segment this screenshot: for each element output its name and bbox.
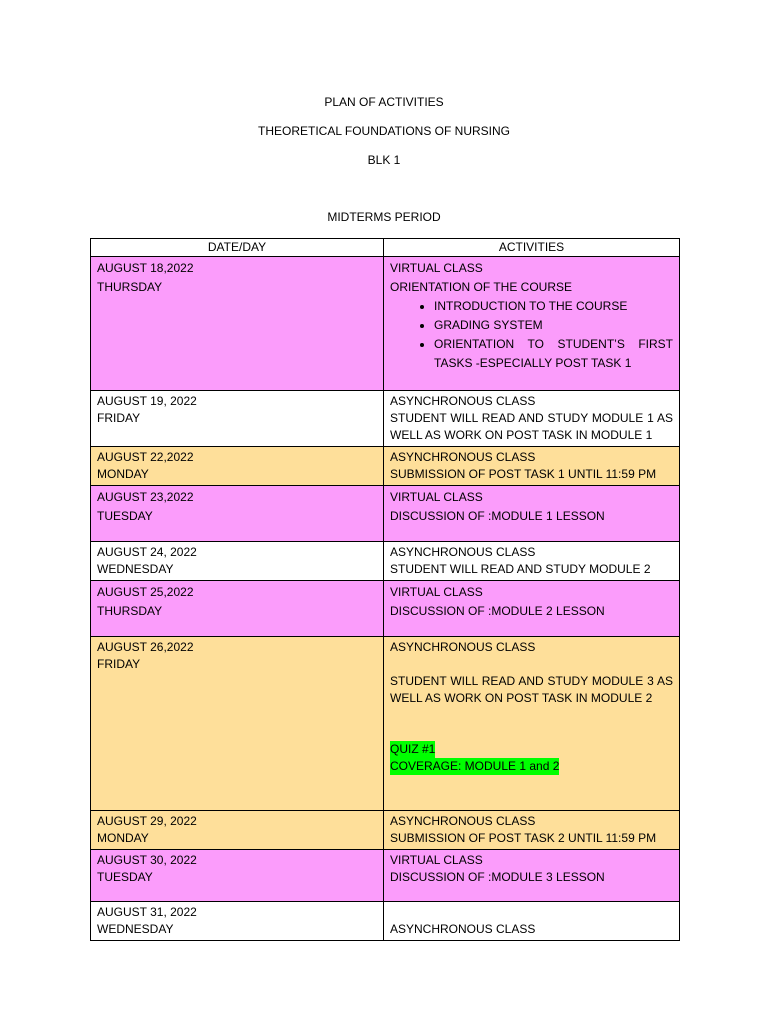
quiz-label: QUIZ #1 <box>390 742 436 756</box>
activity-cell <box>384 257 680 391</box>
activity-detail: STUDENT WILL READ AND STUDY MODULE 2 <box>390 562 651 576</box>
activity-cell <box>384 811 680 850</box>
date-cell <box>91 811 384 850</box>
activity-type: VIRTUAL CLASS <box>390 261 483 275</box>
date-cell <box>91 257 384 391</box>
activity-detail: DISCUSSION OF :MODULE 2 LESSON <box>390 604 605 618</box>
day-text: TUESDAY <box>97 509 153 523</box>
activity-detail: STUDENT WILL READ AND STUDY MODULE 3 AS WELL AS WORK ON POST TASK IN MODULE 2 <box>390 674 673 705</box>
activity-detail: STUDENT WILL READ AND STUDY MODULE 1 AS WELL AS WORK ON POST TASK IN MODULE 1 <box>390 411 673 442</box>
activity-cell <box>384 447 680 486</box>
date-text: AUGUST 25,2022 <box>97 585 194 599</box>
date-cell <box>91 486 384 542</box>
day-text: MONDAY <box>97 831 149 845</box>
table-header-row <box>91 239 680 257</box>
date-cell <box>91 391 384 447</box>
activity-type: VIRTUAL CLASS <box>390 585 483 599</box>
date-cell <box>91 850 384 902</box>
day-text: MONDAY <box>97 467 149 481</box>
date-cell <box>91 542 384 581</box>
activity-cell <box>384 581 680 637</box>
activity-type: ASYNCHRONOUS CLASS <box>390 450 536 464</box>
day-text: WEDNESDAY <box>97 562 174 576</box>
activity-cell <box>384 637 680 811</box>
date-text: AUGUST 29, 2022 <box>97 814 197 828</box>
list-item: • ORIENTATION TO STUDENT’S FIRST TASKS -ESPECIALLY POST TASK 1 <box>434 335 673 373</box>
activity-cell <box>384 486 680 542</box>
course-title: THEORETICAL FOUNDATIONS OF NURSING <box>257 124 510 138</box>
document-title: PLAN OF ACTIVITIES <box>324 95 444 109</box>
activity-type: ASYNCHRONOUS CLASS <box>390 922 536 936</box>
activities-table <box>90 238 680 941</box>
table-row <box>91 902 680 941</box>
date-text: AUGUST 18,2022 <box>97 261 194 275</box>
table-row <box>91 581 680 637</box>
table-row <box>91 811 680 850</box>
activity-type: VIRTUAL CLASS <box>390 853 483 867</box>
activity-detail: SUBMISSION OF POST TASK 1 UNTIL 11:59 PM <box>390 467 657 481</box>
day-text: THURSDAY <box>97 604 163 618</box>
activities-header: ACTIVITIES <box>384 239 680 257</box>
date-text: AUGUST 22,2022 <box>97 450 194 464</box>
activity-bullet-list <box>390 297 673 373</box>
day-text: TUESDAY <box>97 870 153 884</box>
date-text: AUGUST 19, 2022 <box>97 394 197 408</box>
date-day-header: DATE/DAY <box>91 239 384 257</box>
date-text: AUGUST 31, 2022 <box>97 905 197 919</box>
activity-type: ASYNCHRONOUS CLASS <box>390 545 536 559</box>
table-row <box>91 447 680 486</box>
activity-detail: SUBMISSION OF POST TASK 2 UNTIL 11:59 PM <box>390 831 657 845</box>
table-row <box>91 850 680 902</box>
activity-detail: ORIENTATION OF THE COURSE <box>390 280 573 294</box>
day-text: FRIDAY <box>97 657 141 671</box>
list-item: • INTRODUCTION TO THE COURSE <box>434 297 673 316</box>
activity-type: VIRTUAL CLASS <box>390 490 483 504</box>
date-text: AUGUST 23,2022 <box>97 490 194 504</box>
activity-detail: DISCUSSION OF :MODULE 1 LESSON <box>390 509 605 523</box>
period-label: MIDTERMS PERIOD <box>327 210 441 224</box>
activity-detail: DISCUSSION OF :MODULE 3 LESSON <box>390 870 605 884</box>
day-text: THURSDAY <box>97 280 163 294</box>
activity-cell <box>384 850 680 902</box>
activity-cell <box>384 391 680 447</box>
quiz-coverage: COVERAGE: MODULE 1 and 2 <box>390 759 560 773</box>
table-row <box>91 257 680 391</box>
day-text: WEDNESDAY <box>97 922 174 936</box>
activity-type: ASYNCHRONOUS CLASS <box>390 394 536 408</box>
day-text: FRIDAY <box>97 411 141 425</box>
table-row <box>91 637 680 811</box>
table-row <box>91 542 680 581</box>
list-item: • GRADING SYSTEM <box>434 316 673 335</box>
block-label: BLK 1 <box>367 153 401 167</box>
table-row <box>91 486 680 542</box>
table-row <box>91 391 680 447</box>
date-cell <box>91 581 384 637</box>
date-cell <box>91 447 384 486</box>
activity-cell <box>384 542 680 581</box>
date-cell <box>91 637 384 811</box>
date-cell <box>91 902 384 941</box>
activity-type: ASYNCHRONOUS CLASS <box>390 814 536 828</box>
activity-type: ASYNCHRONOUS CLASS <box>390 640 536 654</box>
date-text: AUGUST 24, 2022 <box>97 545 197 559</box>
date-text: AUGUST 26,2022 <box>97 640 194 654</box>
date-text: AUGUST 30, 2022 <box>97 853 197 867</box>
activity-cell <box>384 902 680 941</box>
